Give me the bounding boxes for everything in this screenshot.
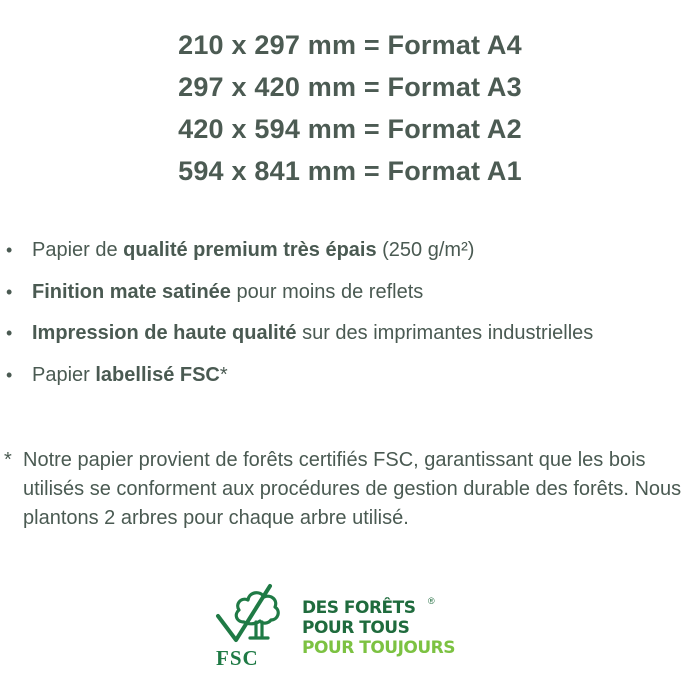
- feature-text-after: *: [219, 363, 228, 386]
- format-a4-line: 210 x 297 mm = Format A4: [178, 30, 522, 60]
- fsc-footnote: [4, 446, 694, 533]
- feature-text-before: Papier: [32, 363, 96, 386]
- feature-item-finish: [6, 272, 700, 314]
- bullet-icon: •: [6, 281, 13, 302]
- slogan-line-3: POUR TOUJOURS: [302, 638, 455, 658]
- fsc-tree-checkmark-icon: [214, 582, 290, 644]
- bullet-icon: •: [6, 364, 13, 385]
- feature-text-before: Papier de: [32, 239, 124, 261]
- feature-text-after: (250 g/m²): [376, 239, 475, 261]
- feature-text-bold: Finition mate satinée: [32, 280, 231, 303]
- fsc-slogan: [302, 598, 455, 658]
- registered-mark: ®: [428, 596, 435, 606]
- feature-item-printing: [6, 313, 700, 355]
- feature-text-bold: labellisé FSC: [95, 363, 220, 386]
- feature-text-bold: qualité premium très épais: [123, 239, 377, 261]
- footnote-text: Notre papier provient de forêts certifiés FSC, garantissant que les bois utilisés se conforment aux procédures de gestion durable des forêts. Nous plantons 2 arbres pour chaque arbre utilisé.: [23, 449, 682, 529]
- fsc-wordmark: FSC: [216, 646, 259, 670]
- feature-item-fsc-label: [6, 355, 700, 397]
- footnote-star: *: [4, 449, 12, 471]
- format-a2-line: 420 x 594 mm = Format A2: [178, 114, 522, 144]
- format-a1-line: 594 x 841 mm = Format A1: [178, 156, 522, 186]
- feature-text-after: pour moins de reflets: [230, 280, 424, 303]
- feature-text-bold: Impression de haute qualité: [32, 322, 297, 344]
- slogan-line-2: POUR TOUS: [302, 618, 410, 638]
- bullet-icon: •: [6, 240, 13, 260]
- feature-item-paper-quality: [6, 230, 700, 272]
- feature-list: [6, 230, 700, 396]
- bullet-icon: •: [6, 323, 13, 343]
- feature-text-after: sur des imprimantes industrielles: [296, 322, 594, 344]
- fsc-logo: [214, 582, 494, 674]
- slogan-line-1: DES FORÊTS: [302, 598, 416, 618]
- format-list: [0, 24, 700, 192]
- format-a3-line: 297 x 420 mm = Format A3: [178, 72, 522, 102]
